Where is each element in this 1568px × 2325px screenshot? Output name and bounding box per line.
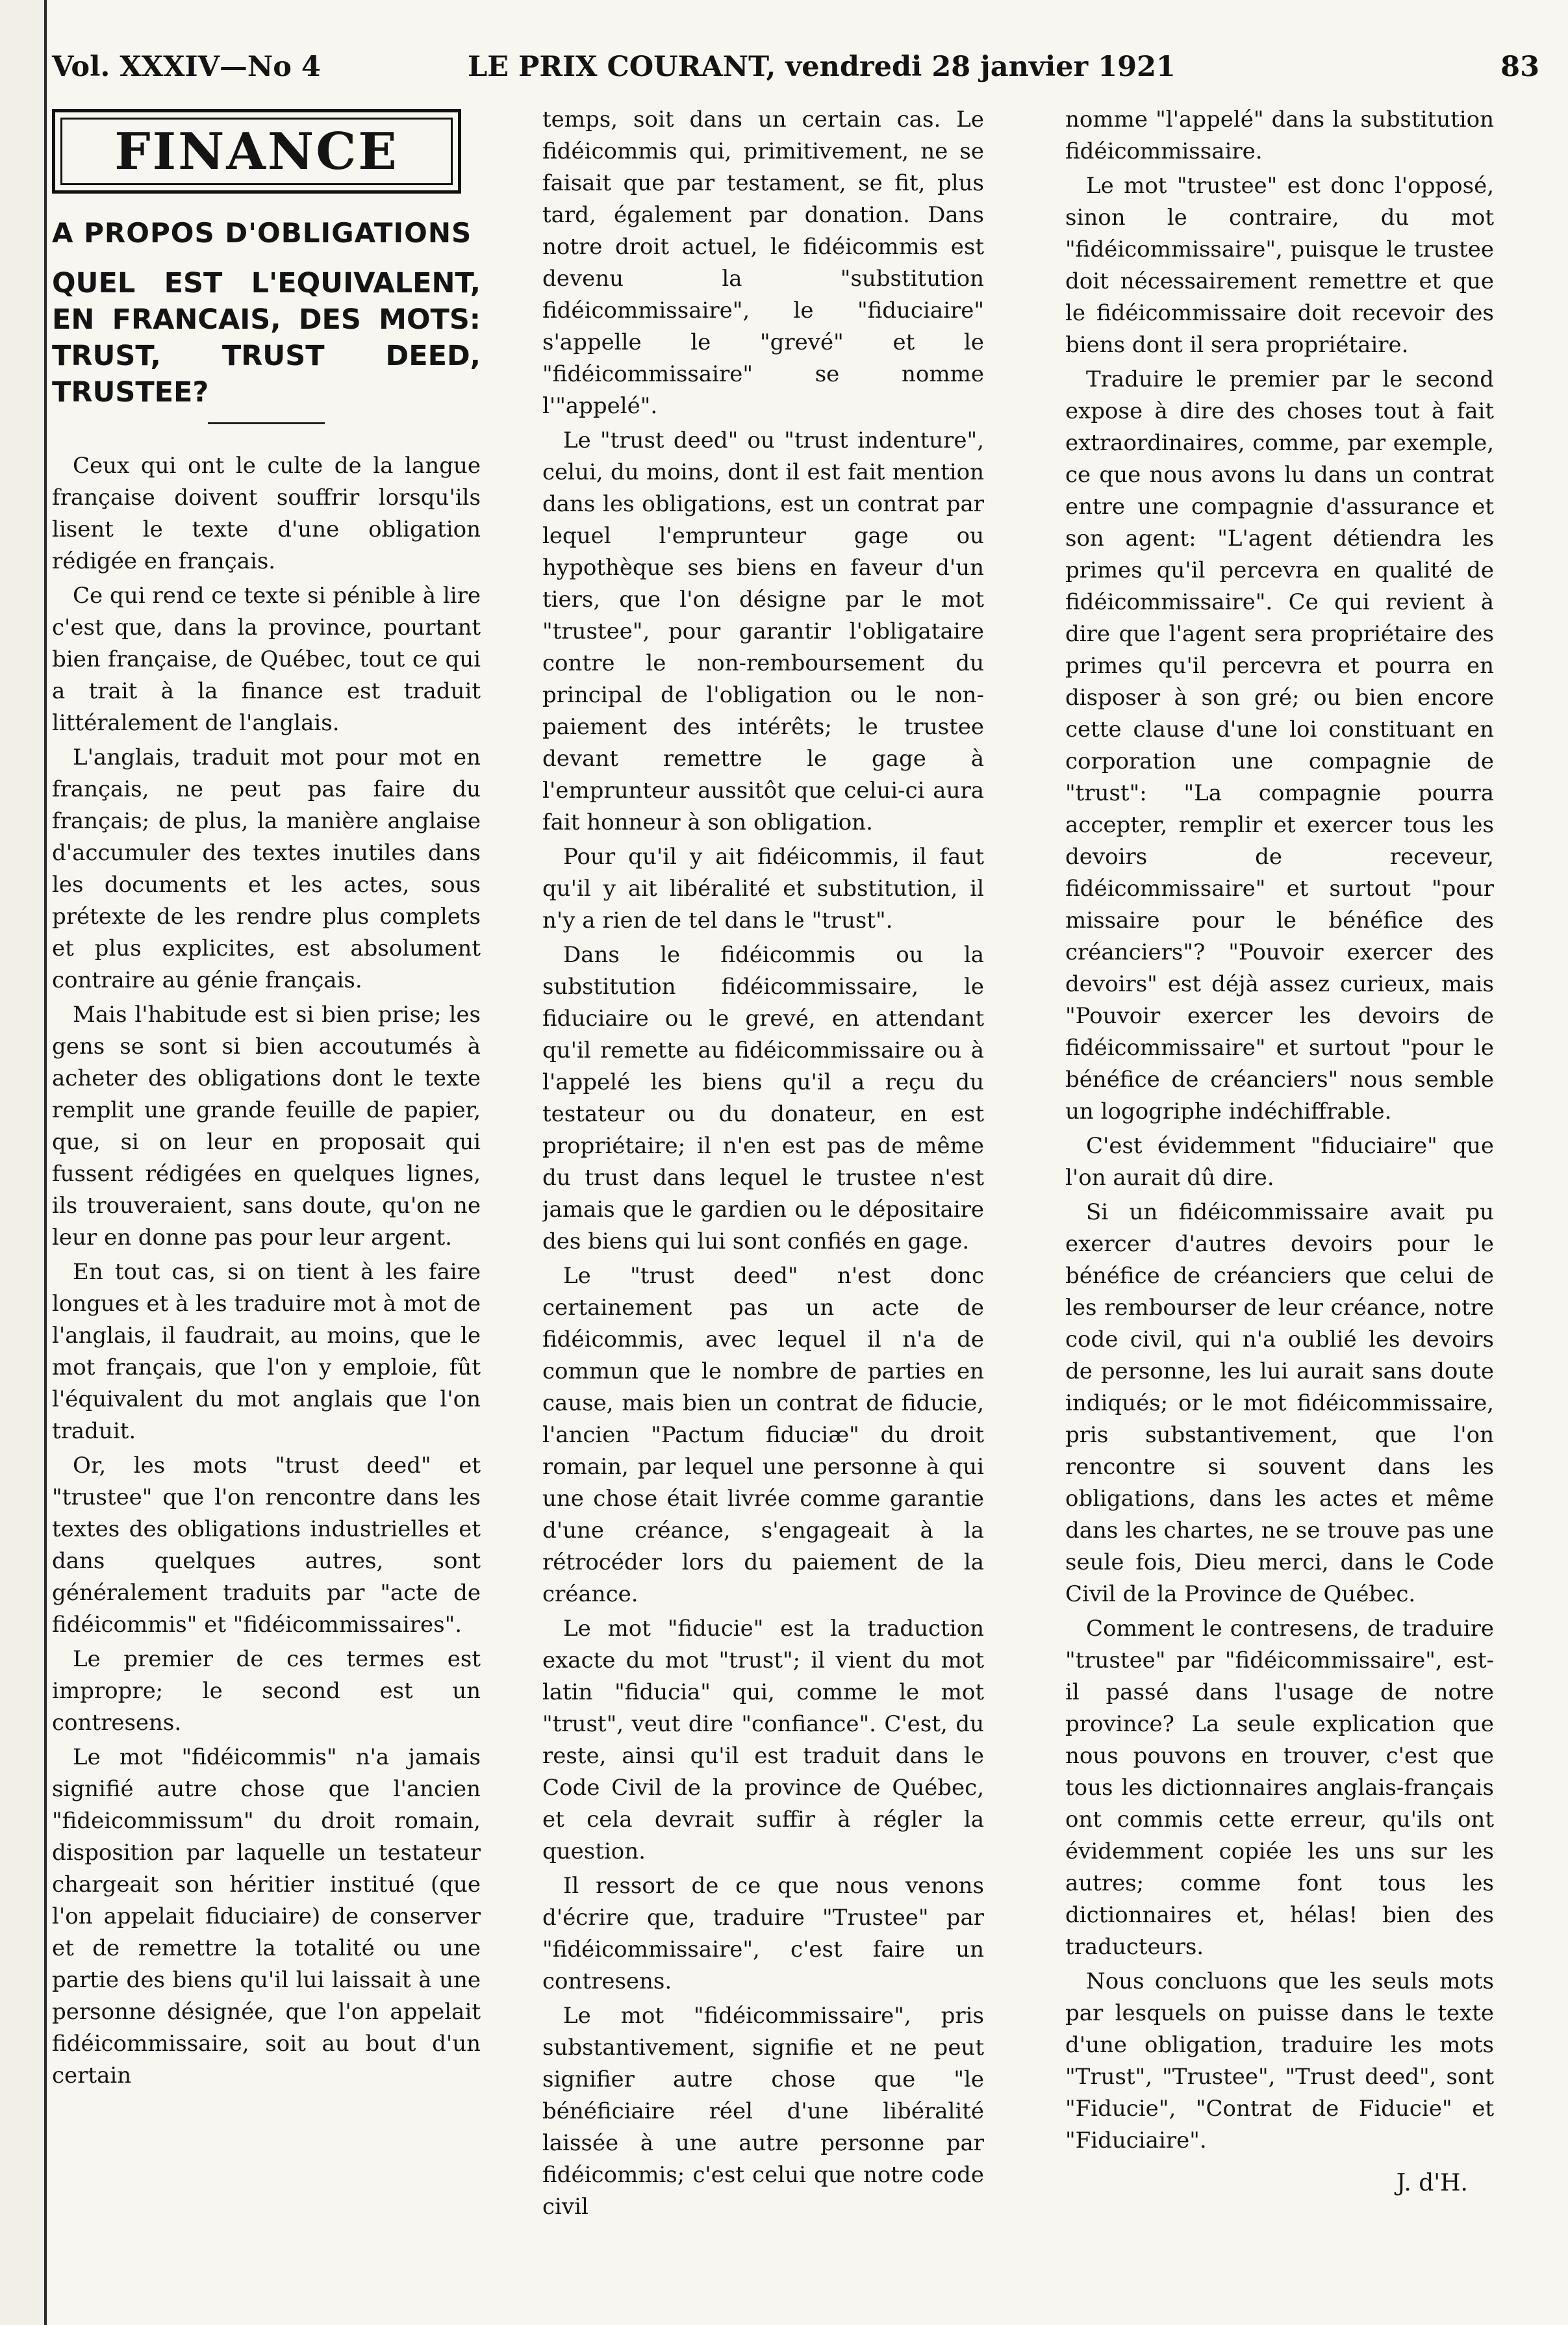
paragraph: Ceux qui ont le culte de la langue française doivent souffrir lorsqu'ils lisent le texte d'une obligation rédigée en français. <box>52 453 481 574</box>
paragraph: nomme "l'appelé" dans la substitution fidéicommissaire. <box>1065 107 1494 164</box>
column-2 <box>542 104 984 2300</box>
article-headline: QUEL EST L'EQUIVALENT, EN FRANCAIS, DES MOTS: TRUST, TRUST DEED, TRUSTEE? <box>52 267 481 409</box>
paragraph: Le "trust deed" n'est donc certainement pas un acte de fidéicommis, avec lequel il n'a de commun que le nombre de parties en cause, mais bien un contrat de fiducie, l'ancien "Pactum fiduciæ" du droit romain, par lequel une personne à qui une chose était livrée comme garantie d'une créance, s'engageait à la rétrocéder lors du paiement de la créance. <box>542 1263 984 1607</box>
paragraph: Si un fidéicommissaire avait pu exercer d'autres devoirs pour le bénéfice de créanciers que celui de les rembourser de leur créance, notre code civil, qui n'a oublié les devoirs de personne, les lui aurait sans doute indiqués; or le mot fidéicommissaire, pris substantivement, que l'on rencontre si souvent dans les obligations, dans les actes et même dans les chartes, ne se trouve pas une seule fois, Dieu merci, dans le Code Civil de la Province de Québec. <box>1065 1199 1494 1607</box>
paragraph: Ce qui rend ce texte si pénible à lire c'est que, dans la province, pourtant bien française, de Québec, tout ce qui a trait à la finance est traduit littéralement de l'anglais. <box>52 583 481 736</box>
section-title: FINANCE <box>52 109 461 194</box>
paragraph: Or, les mots "trust deed" et "trustee" que l'on rencontre dans les textes des obligations industrielles et dans quelques autres, sont généralement traduits par "acte de fidéicommis" et "fidéicommissaires". <box>52 1453 481 1638</box>
article-kicker: A PROPOS D'OBLIGATIONS <box>52 217 472 249</box>
paragraph: Le mot "fidéicommissaire", pris substantivement, signifie et ne peut signifier autre chose que "le bénéficiaire réel d'une libéralité laissée à une autre personne par fidéicommis; c'est celui que notre code civil <box>542 2003 984 2220</box>
paragraph: Comment le contresens, de traduire "trustee" par "fidéicommissaire", est-il passé dans l'usage de notre province? La seule explication que nous pouvons en trouver, c'est que tous les dictionnaires anglais-français ont commis cette erreur, qu'ils ont évidemment copiée les uns sur les autres; comme font tous les dictionnaires et, hélas! bien des traducteurs. <box>1065 1616 1494 1960</box>
paragraph: Il ressort de ce que nous venons d'écrire que, traduire "Trustee" par "fidéicommissaire", c'est faire un contresens. <box>542 1873 984 1994</box>
paragraph: Le "trust deed" ou "trust indenture", celui, du moins, dont il est fait mention dans les obligations, est un contrat par lequel l'emprunteur gage ou hypothèque ses biens en faveur d'un tiers, que l'on désigne par le mot "trustee", pour garantir l'obligataire contre le non-remboursement du principal de l'obligation ou le non-paiement des intérêts; le trustee devant remettre le gage à l'emprunteur aussitôt que celui-ci aura fait honneur à son obligation. <box>542 427 984 835</box>
paragraph: Dans le fidéicommis ou la substitution fidéicommissaire, le fiduciaire ou le grevé, en attendant qu'il remette au fidéicommissaire ou à l'appelé les biens qu'il a reçu du testateur ou du donateur, en est propriétaire; il n'en est pas de même du trust dans lequel le trustee n'est jamais que le gardien ou le dépositaire des biens qui lui sont confiés en gage. <box>542 942 984 1254</box>
adjacent-page-margin <box>0 0 48 2325</box>
paragraph: Le mot "fidéicommis" n'a jamais signifié autre chose que l'ancien "fideicommissum" du droit romain, disposition par laquelle un testateur chargeait son héritier institué (que l'on appelait fiduciaire) de conserver et de remettre la totalité ou une partie des biens qu'il lui laissait à une personne désignée, que l'on appelait fidéicommissaire, soit au bout d'un certain <box>52 1744 481 2089</box>
paragraph: En tout cas, si on tient à les faire longues et à les traduire mot à mot de l'anglais, il faudrait, au moins, que le mot français, que l'on y emploie, fût l'équivalent du mot anglais que l'on traduit. <box>52 1259 481 1444</box>
paragraph: Le premier de ces termes est impropre; le second est un contresens. <box>52 1646 481 1736</box>
column-3 <box>1065 104 1494 2300</box>
paragraph: C'est évidemment "fiduciaire" que l'on aurait dû dire. <box>1065 1133 1494 1191</box>
paragraph: Mais l'habitude est si bien prise; les gens se sont si bien accoutumés à acheter des obligations dont le texte remplit une grande feuille de papier, que, si on leur en proposait qui fussent rédigées en quelques lignes, ils trouveraient, sans doute, qu'on ne leur en donne pas pour leur argent. <box>52 1002 481 1251</box>
column-1 <box>52 104 481 2300</box>
paragraph: Nous concluons que les seuls mots par lesquels on puisse dans le texte d'une obligation, traduire les mots "Trust", "Trustee", "Trust deed", sont "Fiducie", "Contrat de Fiducie" et "Fiduciaire". <box>1065 1968 1494 2153</box>
author-signature: J. d'H. <box>1396 2170 1468 2196</box>
paragraph: Pour qu'il y ait fidéicommis, il faut qu'il y ait libéralité et substitution, il n'y a rien de tel dans le "trust". <box>542 844 984 934</box>
volume-number: Vol. XXXIV—No 4 <box>52 51 321 83</box>
paragraph: Le mot "fiducie" est la traduction exacte du mot "trust"; il vient du mot latin "fiducia" qui, comme le mot "trust", veut dire "confiance". C'est, du reste, ainsi qu'il est traduit dans le Code Civil de la province de Québec, et cela devrait suffir à régler la question. <box>542 1616 984 1864</box>
page-fold-rule <box>44 0 47 2325</box>
paragraph: Le mot "trustee" est donc l'opposé, sinon le contraire, du mot "fidéicommissaire", puisque le trustee doit nécessairement remettre et que le fidéicommissaire doit recevoir des biens dont il sera propriétaire. <box>1065 173 1494 358</box>
paragraph: L'anglais, traduit mot pour mot en français, ne peut pas faire du français; de plus, la manière anglaise d'accumuler des textes inutiles dans les documents et les actes, sous prétexte de les rendre plus complets et plus explicites, est absolument contraire au génie français. <box>52 744 481 993</box>
headline-rule <box>208 422 325 424</box>
page-header <box>52 43 1539 96</box>
paragraph: Traduire le premier par le second expose à dire des choses tout à fait extraordinaires, comme, par exemple, ce que nous avons lu dans un contrat entre une compagnie d'assurance et son agent: "L'agent détiendra les primes qu'il percevra en qualité de fidéicommissaire". Ce qui revient à dire que l'agent sera propriétaire des primes qu'il percevra et pourra en disposer à son gré; ou bien encore cette clause d'une loi constituant en corporation une compagnie de "trust": "La compagnie pourra accepter, remplir et exercer tous les devoirs de receveur, fidéicommissaire" et surtout "pour missaire pour le bénéfice des créanciers"? "Pouvoir exercer des devoirs" est déjà assez curieux, mais "Pouvoir exercer les devoirs de fidéicommissaire" et surtout "pour le bénéfice de créanciers" nous semble un logogriphe indéchiffrable. <box>1065 366 1494 1124</box>
publication-date-line: LE PRIX COURANT, vendredi 28 janvier 1921 <box>468 51 1176 83</box>
page-number: 83 <box>1500 51 1539 83</box>
paragraph: temps, soit dans un certain cas. Le fidéicommis qui, primitivement, ne se faisait que par testament, se fit, plus tard, également par donation. Dans notre droit actuel, le fidéicommis est devenu la "substitution fidéicommissaire", le "fiduciaire" s'appelle le "grevé" et le "fidéicommissaire" se nomme l'"appelé". <box>542 107 984 419</box>
